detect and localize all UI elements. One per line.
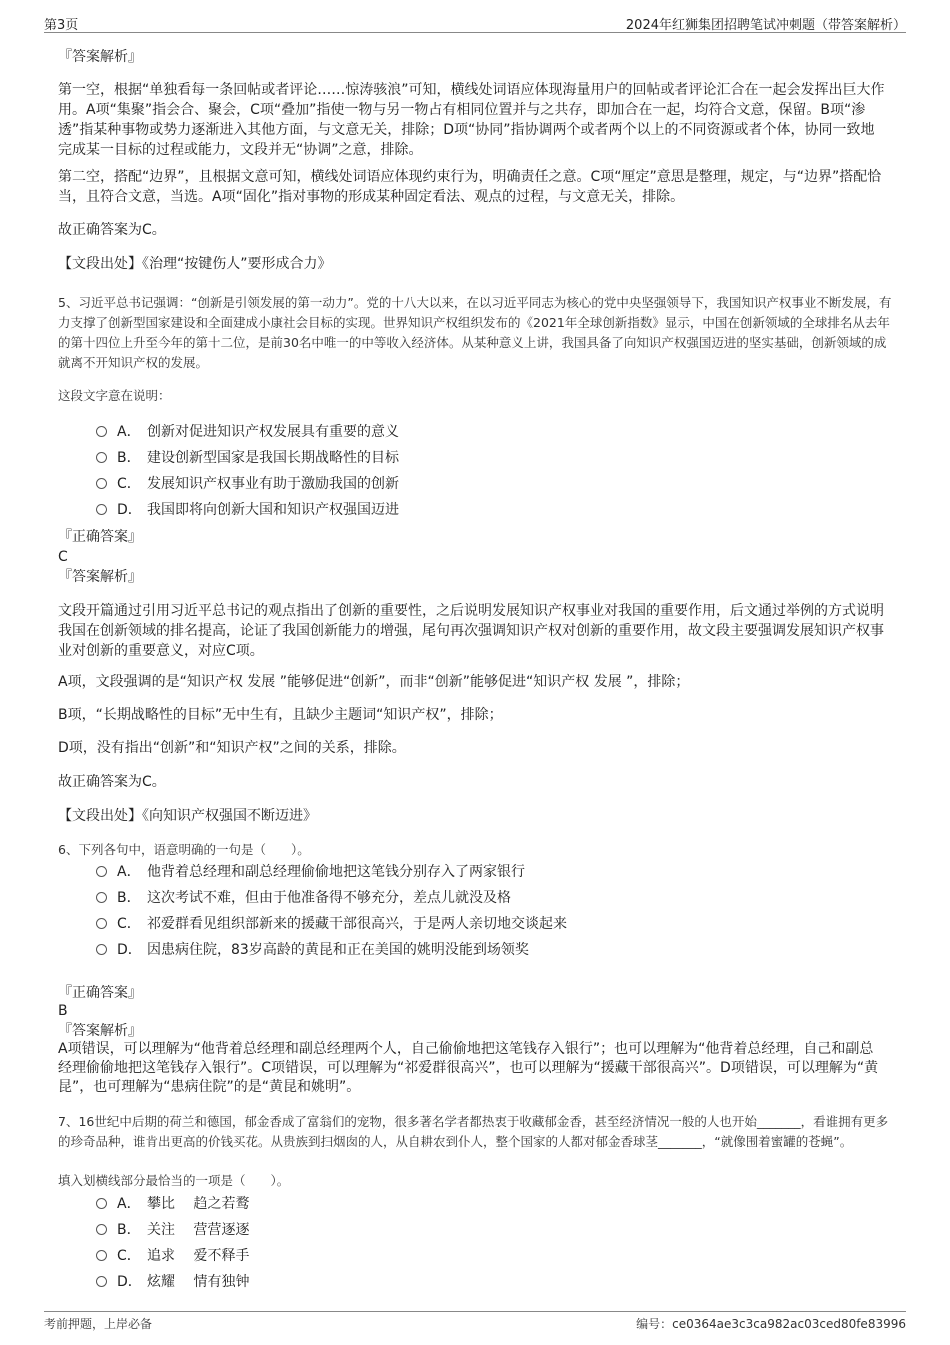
q5-analysis-a: A项，文段强调的是“知识产权 发展 ”能够促进“创新”，而非“创新”能够促进“知识产权 发展 ”，排除； — [58, 674, 690, 690]
q5-analysis-d: D项，没有指出“创新”和“知识产权”之间的关系，排除。 — [58, 740, 406, 756]
q5-option-c[interactable]: C． 发展知识产权事业有助于激励我国的创新 — [96, 474, 399, 494]
radio-icon[interactable] — [96, 866, 107, 877]
q4-source: 【文段出处】《治理“按键伤人”要形成合力》 — [58, 256, 332, 272]
q7-prompt: 填入划横线部分最恰当的一项是（ ）。 — [58, 1173, 290, 1188]
q6-analysis-label: 『答案解析』 — [58, 1023, 142, 1039]
q6-answer-label: 『正确答案』 — [58, 985, 142, 1001]
q7-option-b[interactable]: B． 关注 营营逐逐 — [96, 1220, 249, 1240]
q6-analysis: A项错误，可以理解为“他背着总经理和副总经理两个人，自己偷偷地把这笔钱存入银行”；也可以理解为“他背着总经理，自己和副总经理偷偷地把这笔钱存入银行”。C项错误，可以理解为“祁爱群很高兴”，也可以理解为“援藏干部很高兴”。D项错误，可以理解为“黄昆”，也可理解为“患病住院”的是“黄昆和姚明”。 — [58, 1041, 879, 1095]
q5-conclusion: 故正确答案为C。 — [58, 774, 166, 790]
radio-icon[interactable] — [96, 478, 107, 489]
q5-source: 【文段出处】《向知识产权强国不断迈进》 — [58, 808, 317, 824]
q5-analysis-main: 文段开篇通过引用习近平总书记的观点指出了创新的重要性，之后说明发展知识产权事业对我国的重要作用，后文通过举例的方式说明我国在创新领域的排名提高，论证了我国创新能力的增强，尾句再次强调知识产权对创新的重要作用，故文段主要强调发展知识产权事业对创新的重要意义，对应C项。 — [58, 603, 884, 659]
q5-analysis-b: B项，“长期战略性的目标”无中生有，且缺少主题词“知识产权”，排除； — [58, 707, 503, 723]
page-footer — [44, 1311, 906, 1334]
page-header — [44, 14, 906, 33]
q6-option-b[interactable]: B． 这次考试不难，但由于他准备得不够充分，差点儿就没及格 — [96, 888, 511, 908]
q4-analysis-p2: 第二空，搭配“边界”，且根据文意可知，横线处词语应体现约束行为，明确责任之意。C项“厘定”意思是整理，规定，与“边界”搭配恰当，且符合文意，当选。A项“固化”指对事物的形成某种固定看法、观点的过程，与文意无关，排除。 — [58, 169, 882, 205]
radio-icon[interactable] — [96, 426, 107, 437]
q6-option-a[interactable]: A． 他背着总经理和副总经理偷偷地把这笔钱分别存入了两家银行 — [96, 862, 525, 882]
document-id: 编号：ce0364ae3c3ca982ac03ced80fe83996 — [636, 1317, 906, 1331]
q6-stem: 6、下列各句中，语意明确的一句是（ ）。 — [58, 842, 310, 857]
q7-stem: 7、16世纪中后期的荷兰和德国，郁金香成了富翁们的宠物，很多著名学者都热衷于收藏郁金香，甚至经济情况一般的人也开始_______，看谁拥有更多的珍奇品种，谁肯出更高的价钱买花。从贵族到扫烟囱的人，从自耕农到仆人，整个国家的人都对郁金香球茎_______，“就像围着蜜罐的苍蝇”。 — [58, 1114, 889, 1149]
q4-analysis-p1: 第一空，根据“单独看每一条回帖或者评论……惊涛骇浪”可知，横线处词语应体现海量用户的回帖或者评论汇合在一起会发挥出巨大作用。A项“集聚”指会合、聚会，C项“叠加”指使一物与另一物占有相同位置并与之共存，即加合在一起，均符合文意，保留。B项“渗透”指某种事物或势力逐渐进入其他方面，与文意无关，排除；D项“协同”指协调两个或者两个以上的不同资源或者个体，协同一致地完成某一目标的过程或能力，文段并无“协调”之意，排除。 — [58, 82, 885, 158]
page-number: 第3页 — [44, 18, 79, 33]
q5-answer-label: 『正确答案』 — [58, 529, 142, 545]
q6-option-d[interactable]: D． 因患病住院，83岁高龄的黄昆和正在美国的姚明没能到场领奖 — [96, 940, 529, 960]
q6-option-c[interactable]: C． 祁爱群看见组织部新来的援藏干部很高兴，于是两人亲切地交谈起来 — [96, 914, 567, 934]
radio-icon[interactable] — [96, 944, 107, 955]
q7-option-a[interactable]: A． 攀比 趋之若鹜 — [96, 1194, 249, 1214]
q7-option-d[interactable]: D． 炫耀 情有独钟 — [96, 1272, 249, 1292]
document-title: 2024年红狮集团招聘笔试冲刺题（带答案解析） — [625, 18, 906, 33]
q5-prompt: 这段文字意在说明： — [58, 388, 171, 403]
q4-analysis-label: 『答案解析』 — [58, 49, 142, 65]
radio-icon[interactable] — [96, 1224, 107, 1235]
radio-icon[interactable] — [96, 452, 107, 463]
q5-analysis-label: 『答案解析』 — [58, 569, 142, 585]
radio-icon[interactable] — [96, 1250, 107, 1261]
radio-icon[interactable] — [96, 918, 107, 929]
radio-icon[interactable] — [96, 1276, 107, 1287]
q5-option-a[interactable]: A． 创新对促进知识产权发展具有重要的意义 — [96, 422, 399, 442]
q5-option-b[interactable]: B． 建设创新型国家是我国长期战略性的目标 — [96, 448, 399, 468]
q5-stem: 5、习近平总书记强调：“创新是引领发展的第一动力”。党的十八大以来，在以习近平同志为核心的党中央坚强领导下，我国知识产权事业不断发展，有力支撑了创新型国家建设和全面建成小康社会目标的实现。世界知识产权组织发布的《2021年全球创新指数》显示，中国在创新领域的全球排名从去年的第十四位上升至今年的第十二位，是前30名中唯一的中等收入经济体。从某种意义上讲，我国具备了向知识产权强国迈进的坚实基础，创新领域的成就离不开知识产权的发展。 — [58, 295, 892, 370]
q7-option-c[interactable]: C． 追求 爱不释手 — [96, 1246, 249, 1266]
q5-option-d[interactable]: D． 我国即将向创新大国和知识产权强国迈进 — [96, 500, 399, 520]
footer-slogan: 考前押题，上岸必备 — [44, 1317, 153, 1331]
radio-icon[interactable] — [96, 1198, 107, 1209]
radio-icon[interactable] — [96, 504, 107, 515]
q4-conclusion: 故正确答案为C。 — [58, 222, 166, 238]
q6-answer: B — [58, 1003, 68, 1019]
radio-icon[interactable] — [96, 892, 107, 903]
q5-answer: C — [58, 549, 68, 565]
